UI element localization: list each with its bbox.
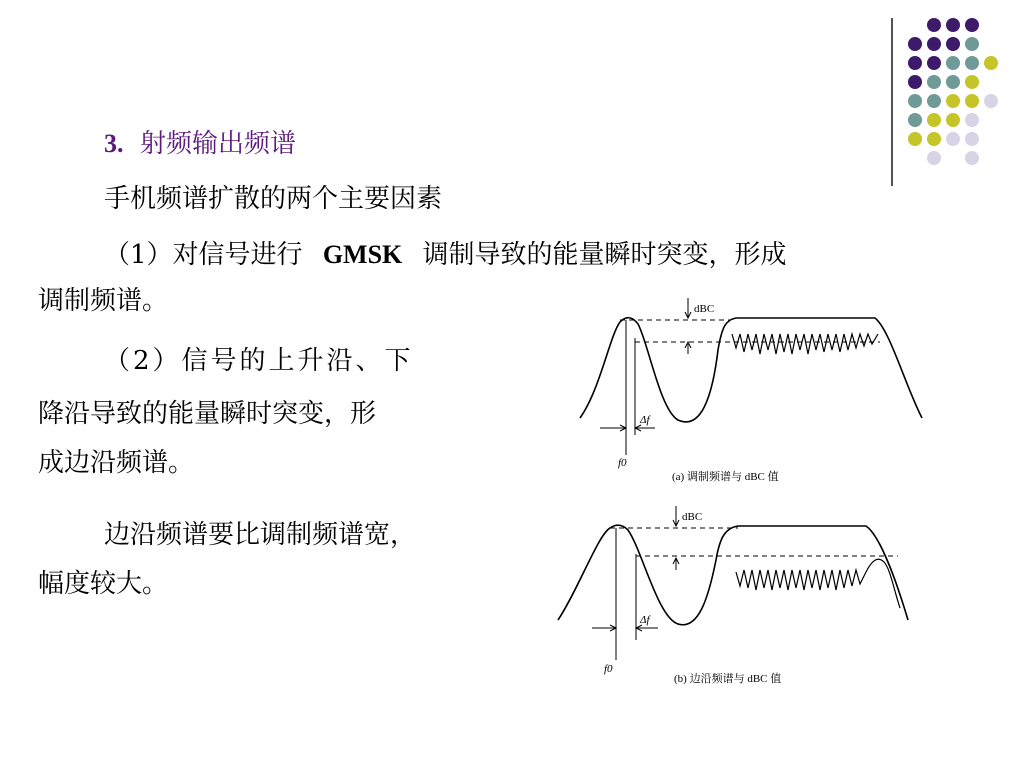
decorative-dot — [927, 18, 941, 32]
decorative-dot — [908, 56, 922, 70]
item1-line2: 调制频谱。 — [38, 286, 169, 316]
decorative-dot — [984, 56, 998, 70]
item1-line1 — [104, 237, 787, 273]
fig-a-f0-label: f0 — [618, 457, 627, 469]
decorative-dot-grid — [900, 10, 1010, 170]
decorative-dot — [965, 151, 979, 165]
note-line1: 边沿频谱要比调制频谱宽， — [104, 520, 417, 550]
decorative-dot — [927, 151, 941, 165]
decorative-dot — [927, 37, 941, 51]
decorative-dot — [908, 37, 922, 51]
item1-suffix: 调制导致的能量瞬时突变，形成 — [422, 240, 787, 270]
decorative-dot — [946, 132, 960, 146]
decorative-dot — [927, 94, 941, 108]
item2-line1: （2）信号的上升沿、下 — [104, 346, 414, 376]
item1-prefix: （1）对信号进行 — [104, 240, 303, 270]
figure-a-modulation-spectrum — [560, 290, 940, 490]
fig-a-delta-label: Δf — [640, 414, 650, 426]
decorative-dot — [946, 75, 960, 89]
section-title: 射频输出频谱 — [140, 129, 297, 159]
decorative-dot — [927, 75, 941, 89]
fig-b-curve — [558, 525, 908, 625]
fig-a-db-label: dBC — [694, 303, 715, 315]
item1-code: GMSK — [322, 240, 403, 269]
fig-b-ripple — [736, 559, 900, 608]
fig-a-caption: (a) 调制频谱与 dBC 值 — [672, 471, 779, 483]
fig-a-curve — [580, 318, 922, 422]
decorative-dot — [908, 75, 922, 89]
item2-line3: 成边沿频谱。 — [38, 448, 195, 478]
item2-line2: 降沿导致的能量瞬时突变，形 — [38, 399, 377, 429]
decorative-dot — [965, 94, 979, 108]
decorative-dot — [908, 132, 922, 146]
decorative-dot — [946, 113, 960, 127]
decorative-dot — [965, 18, 979, 32]
decorative-dot — [946, 94, 960, 108]
section-heading — [104, 126, 296, 162]
fig-a-ripple — [732, 334, 878, 354]
decorative-dot — [908, 113, 922, 127]
intro-text: 手机频谱扩散的两个主要因素 — [104, 184, 443, 214]
decorative-dot — [927, 56, 941, 70]
decorative-dot — [965, 56, 979, 70]
decorative-dot — [965, 132, 979, 146]
decorative-dot — [984, 94, 998, 108]
decorative-dot — [927, 113, 941, 127]
note-line2: 幅度较大。 — [38, 569, 169, 599]
fig-b-caption: (b) 边沿频谱与 dBC 值 — [674, 673, 782, 685]
fig-b-delta-label: Δf — [640, 614, 650, 626]
decorative-dot — [946, 56, 960, 70]
decorative-dot — [946, 37, 960, 51]
decorative-dot — [927, 132, 941, 146]
decorative-dot — [965, 37, 979, 51]
decorative-dot — [965, 75, 979, 89]
decorative-dot — [908, 94, 922, 108]
section-number: 3. — [104, 129, 124, 158]
decorative-dot — [946, 18, 960, 32]
decorative-dot — [965, 113, 979, 127]
divider-line — [891, 18, 893, 186]
fig-b-db-label: dBC — [682, 511, 703, 523]
fig-b-f0-label: f0 — [604, 663, 613, 675]
figure-b-edge-spectrum — [548, 500, 928, 690]
